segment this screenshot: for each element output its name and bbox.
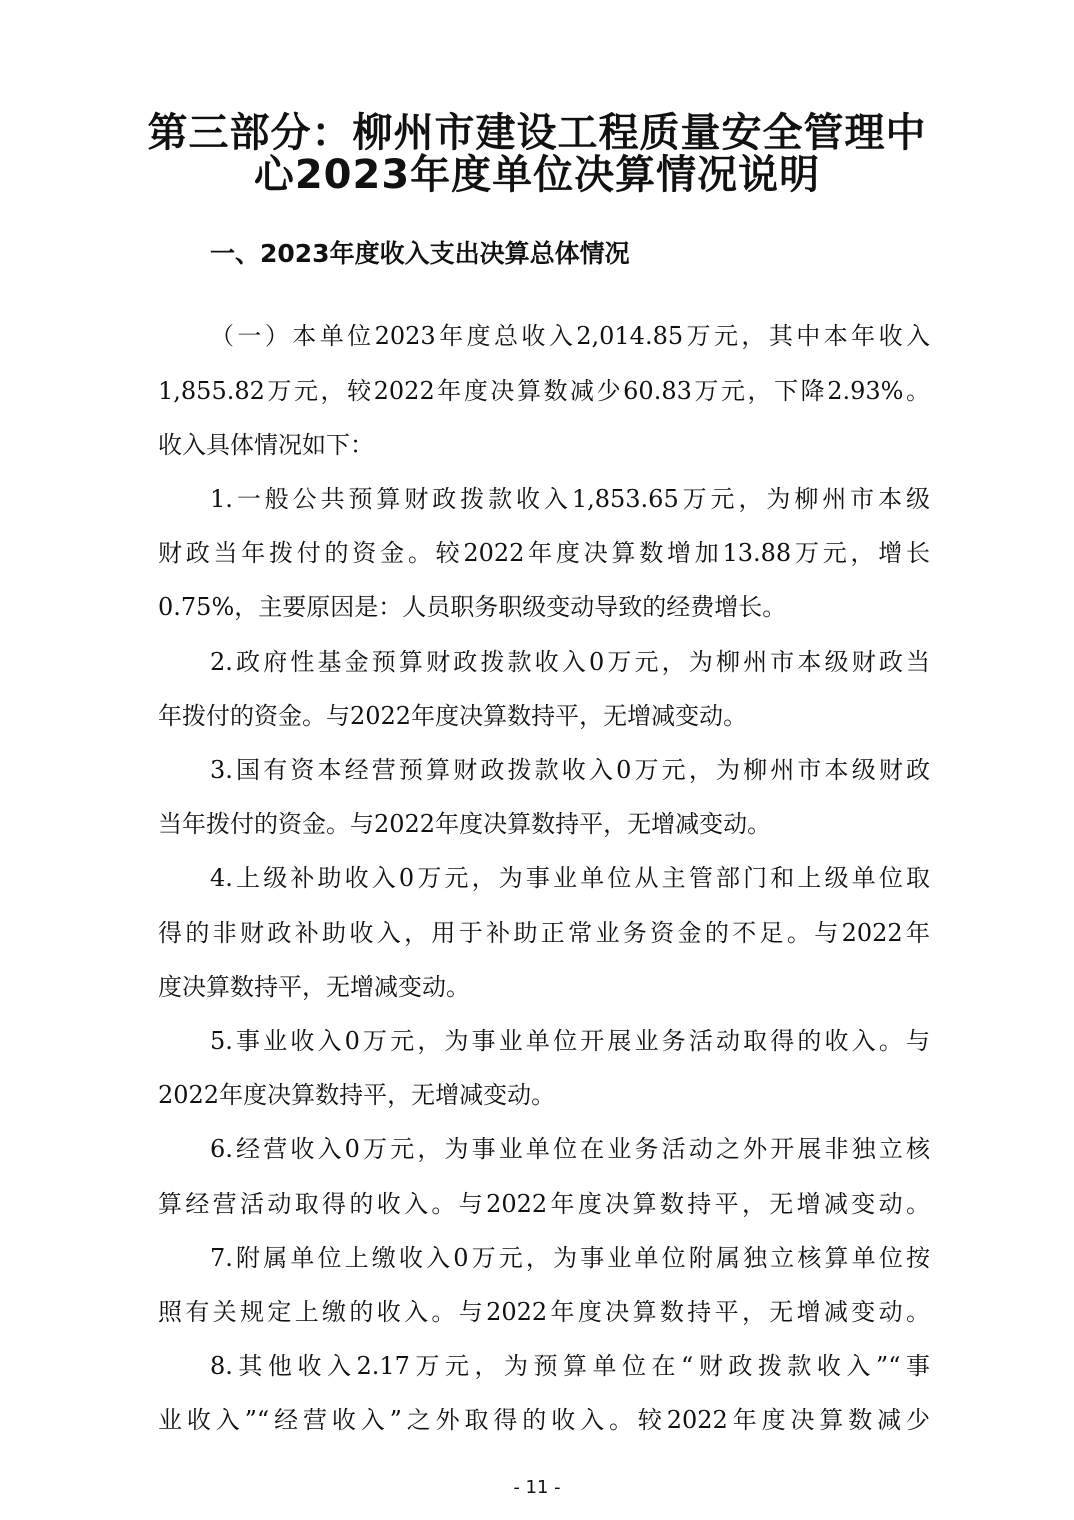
body-line-8: 年拨付的资金。与2022年度决算数持平，无增减变动。 [158, 702, 748, 730]
document-title-line-1: 第三部分：柳州市建设工程质量安全管理中 [147, 110, 927, 156]
body-line-14: 5.事业收入0万元，为事业单位开展业务活动取得的收入。与 [210, 1027, 930, 1055]
body-line-21: 业收入”“经营收入”之外取得的收入。较2022年度决算数减少 [158, 1406, 930, 1434]
body-line-20: 8.其他收入2.17万元，为预算单位在“财政拨款收入”“事 [210, 1352, 930, 1380]
body-line-12: 得的非财政补助收入，用于补助正常业务资金的不足。与2022年 [158, 919, 930, 947]
document-title-line-2: 心2023年度单位决算情况说明 [253, 152, 821, 198]
body-line-15: 2022年度决算数持平，无增减变动。 [158, 1081, 556, 1109]
body-line-1: （一）本单位2023年度总收入2,014.85万元，其中本年收入 [210, 322, 930, 350]
body-line-2: 1,855.82万元，较2022年度决算数减少60.83万元，下降2.93%。 [158, 377, 930, 405]
body-line-5: 财政当年拨付的资金。较2022年度决算数增加13.88万元，增长 [158, 539, 930, 567]
body-line-10: 当年拨付的资金。与2022年度决算数持平，无增减变动。 [158, 810, 772, 838]
body-line-7: 2.政府性基金预算财政拨款收入0万元，为柳州市本级财政当 [210, 648, 930, 676]
body-line-17: 算经营活动取得的收入。与2022年度决算数持平，无增减变动。 [158, 1190, 930, 1218]
body-line-19: 照有关规定上缴的收入。与2022年度决算数持平，无增减变动。 [158, 1298, 930, 1326]
body-line-3: 收入具体情况如下： [158, 431, 374, 459]
body-line-16: 6.经营收入0万元，为事业单位在业务活动之外开展非独立核 [210, 1135, 930, 1163]
section-heading: 一、2023年度收入支出决算总体情况 [210, 239, 630, 268]
body-line-18: 7.附属单位上缴收入0万元，为事业单位附属独立核算单位按 [210, 1244, 930, 1272]
body-line-9: 3.国有资本经营预算财政拨款收入0万元，为柳州市本级财政 [210, 756, 930, 784]
body-line-4: 1.一般公共预算财政拨款收入1,853.65万元，为柳州市本级 [210, 485, 930, 513]
body-line-13: 度决算数持平，无增减变动。 [158, 973, 470, 1001]
body-line-11: 4.上级补助收入0万元，为事业单位从主管部门和上级单位取 [210, 864, 930, 892]
body-line-6: 0.75%，主要原因是：人员职务职级变动导致的经费增长。 [158, 593, 787, 621]
page-number: - 11 - [513, 1477, 561, 1498]
